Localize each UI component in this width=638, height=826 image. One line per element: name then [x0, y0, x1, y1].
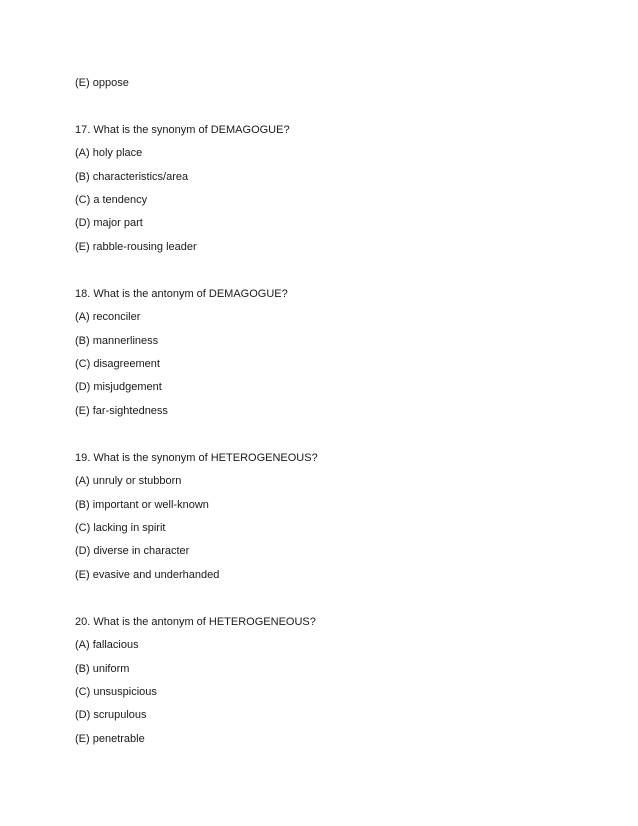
question-17-option-e: (E) rabble-rousing leader: [75, 241, 197, 253]
question-17-option-a: (A) holy place: [75, 147, 143, 159]
question-20-option-e: (E) penetrable: [75, 733, 145, 745]
question-19-option-c: (C) lacking in spirit: [75, 522, 166, 534]
question-20-option-c: (C) unsuspicious: [75, 686, 157, 698]
question-18-option-e: (E) far-sightedness: [75, 405, 168, 417]
question-20-option-b: (B) uniform: [75, 663, 130, 675]
question-18-prompt: 18. What is the antonym of DEMAGOGUE?: [75, 288, 288, 300]
question-20-option-a: (A) fallacious: [75, 639, 139, 651]
question-17-option-b: (B) characteristics/area: [75, 171, 189, 183]
question-19-prompt: 19. What is the synonym of HETEROGENEOUS?: [75, 452, 318, 464]
question-18-option-a: (A) reconciler: [75, 311, 141, 323]
question-20-option-d: (D) scrupulous: [75, 709, 147, 721]
question-18-option-b: (B) mannerliness: [75, 335, 159, 347]
question-19-option-b: (B) important or well-known: [75, 499, 209, 511]
question-20-prompt: 20. What is the antonym of HETEROGENEOUS?: [75, 616, 316, 628]
question-17-option-d: (D) major part: [75, 217, 143, 229]
question-19-option-e: (E) evasive and underhanded: [75, 569, 220, 581]
question-18-option-d: (D) misjudgement: [75, 381, 162, 393]
question-19-option-a: (A) unruly or stubborn: [75, 475, 182, 487]
question-17-prompt: 17. What is the synonym of DEMAGOGUE?: [75, 124, 290, 136]
question-17-option-c: (C) a tendency: [75, 194, 148, 206]
question-19-option-d: (D) diverse in character: [75, 545, 190, 557]
question-18-option-c: (C) disagreement: [75, 358, 160, 370]
option-e-previous-question: (E) oppose: [75, 77, 129, 89]
